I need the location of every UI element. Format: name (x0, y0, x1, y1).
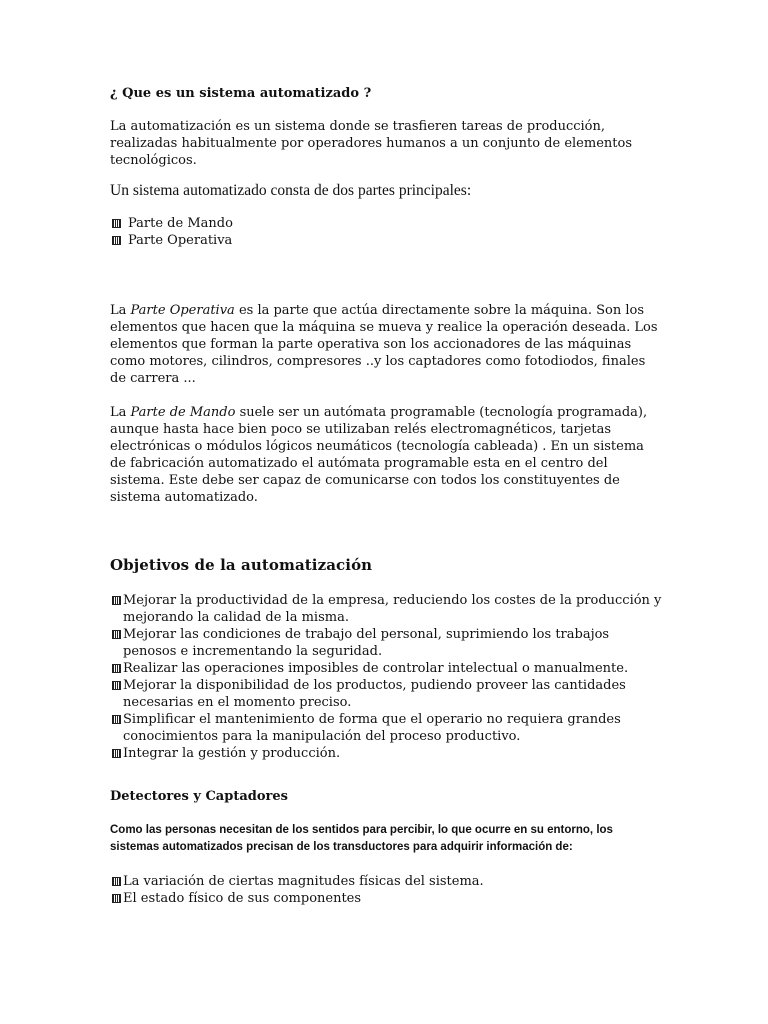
list-item: Integrar la gestión y producción. (110, 745, 662, 762)
intro-paragraph: La automatización es un sistema donde se trasfieren tareas de producción, realizadas habitualmente por operadores humanos a un conjunto de elementos tecnológicos. (110, 119, 632, 168)
square-bullet-icon (112, 715, 121, 724)
list-item: Mejorar la productividad de la empresa, reduciendo los costes de la producción y mejorando la calidad de la misma. (110, 592, 662, 626)
square-bullet-icon (112, 219, 121, 228)
square-bullet-icon (112, 749, 121, 758)
document-page (110, 86, 662, 907)
list-item: El estado físico de sus componentes (110, 890, 662, 907)
square-bullet-icon (112, 894, 121, 903)
square-bullet-icon (112, 877, 121, 886)
mando-paragraph: La Parte de Mando suele ser un autómata programable (tecnología programada), aunque hasta hace bien poco se utilizaban relés electromagnéticos, tarjetas electrónicas o módulos lógicos neumáticos (tecnología cableada) . En un sistema de fabricación automatizado el autómata programable esta en el centro del sistema. Este debe ser capaz de comunicarse con todos los constituyentes de sistema automatizado. (110, 405, 648, 505)
list-item: Simplificar el mantenimiento de forma que el operario no requiera grandes conocimientos para la manipulación del proceso productivo. (110, 711, 662, 745)
square-bullet-icon (112, 664, 121, 673)
detectors-heading: Detectores y Captadores (110, 789, 288, 804)
detectors-intro: Como las personas necesitan de los sentidos para percibir, lo que ocurre en su entorno, los sistemas automatizados precisan de los transductores para adquirir información de: (110, 824, 613, 853)
square-bullet-icon (112, 596, 121, 605)
parts-list (110, 215, 662, 249)
question-title: ¿ Que es un sistema automatizado ? (110, 86, 372, 101)
parts-heading: Un sistema automatizado consta de dos partes principales: (110, 182, 472, 199)
list-item: Parte Operativa (110, 232, 662, 249)
list-item: Mejorar la disponibilidad de los productos, pudiendo proveer las cantidades necesarias en el momento preciso. (110, 677, 662, 711)
objectives-list (110, 592, 662, 762)
operativa-paragraph: La Parte Operativa es la parte que actúa directamente sobre la máquina. Son los elementos que hacen que la máquina se mueva y realice la operación deseada. Los elementos que forman la parte operativa son los accionadores de las máquinas como motores, cilindros, compresores ..y los captadores como fotodiodos, finales de carrera ... (110, 303, 658, 386)
square-bullet-icon (112, 236, 121, 245)
list-item: La variación de ciertas magnitudes físicas del sistema. (110, 873, 662, 890)
square-bullet-icon (112, 681, 121, 690)
detectors-list (110, 873, 662, 907)
operativa-term: Parte Operativa (130, 303, 235, 318)
square-bullet-icon (112, 630, 121, 639)
list-item: Parte de Mando (110, 215, 662, 232)
list-item: Realizar las operaciones imposibles de controlar intelectual o manualmente. (110, 660, 662, 677)
mando-term: Parte de Mando (130, 405, 236, 420)
list-item: Mejorar las condiciones de trabajo del personal, suprimiendo los trabajos penosos e incrementando la seguridad. (110, 626, 662, 660)
objectives-heading: Objetivos de la automatización (110, 556, 373, 574)
